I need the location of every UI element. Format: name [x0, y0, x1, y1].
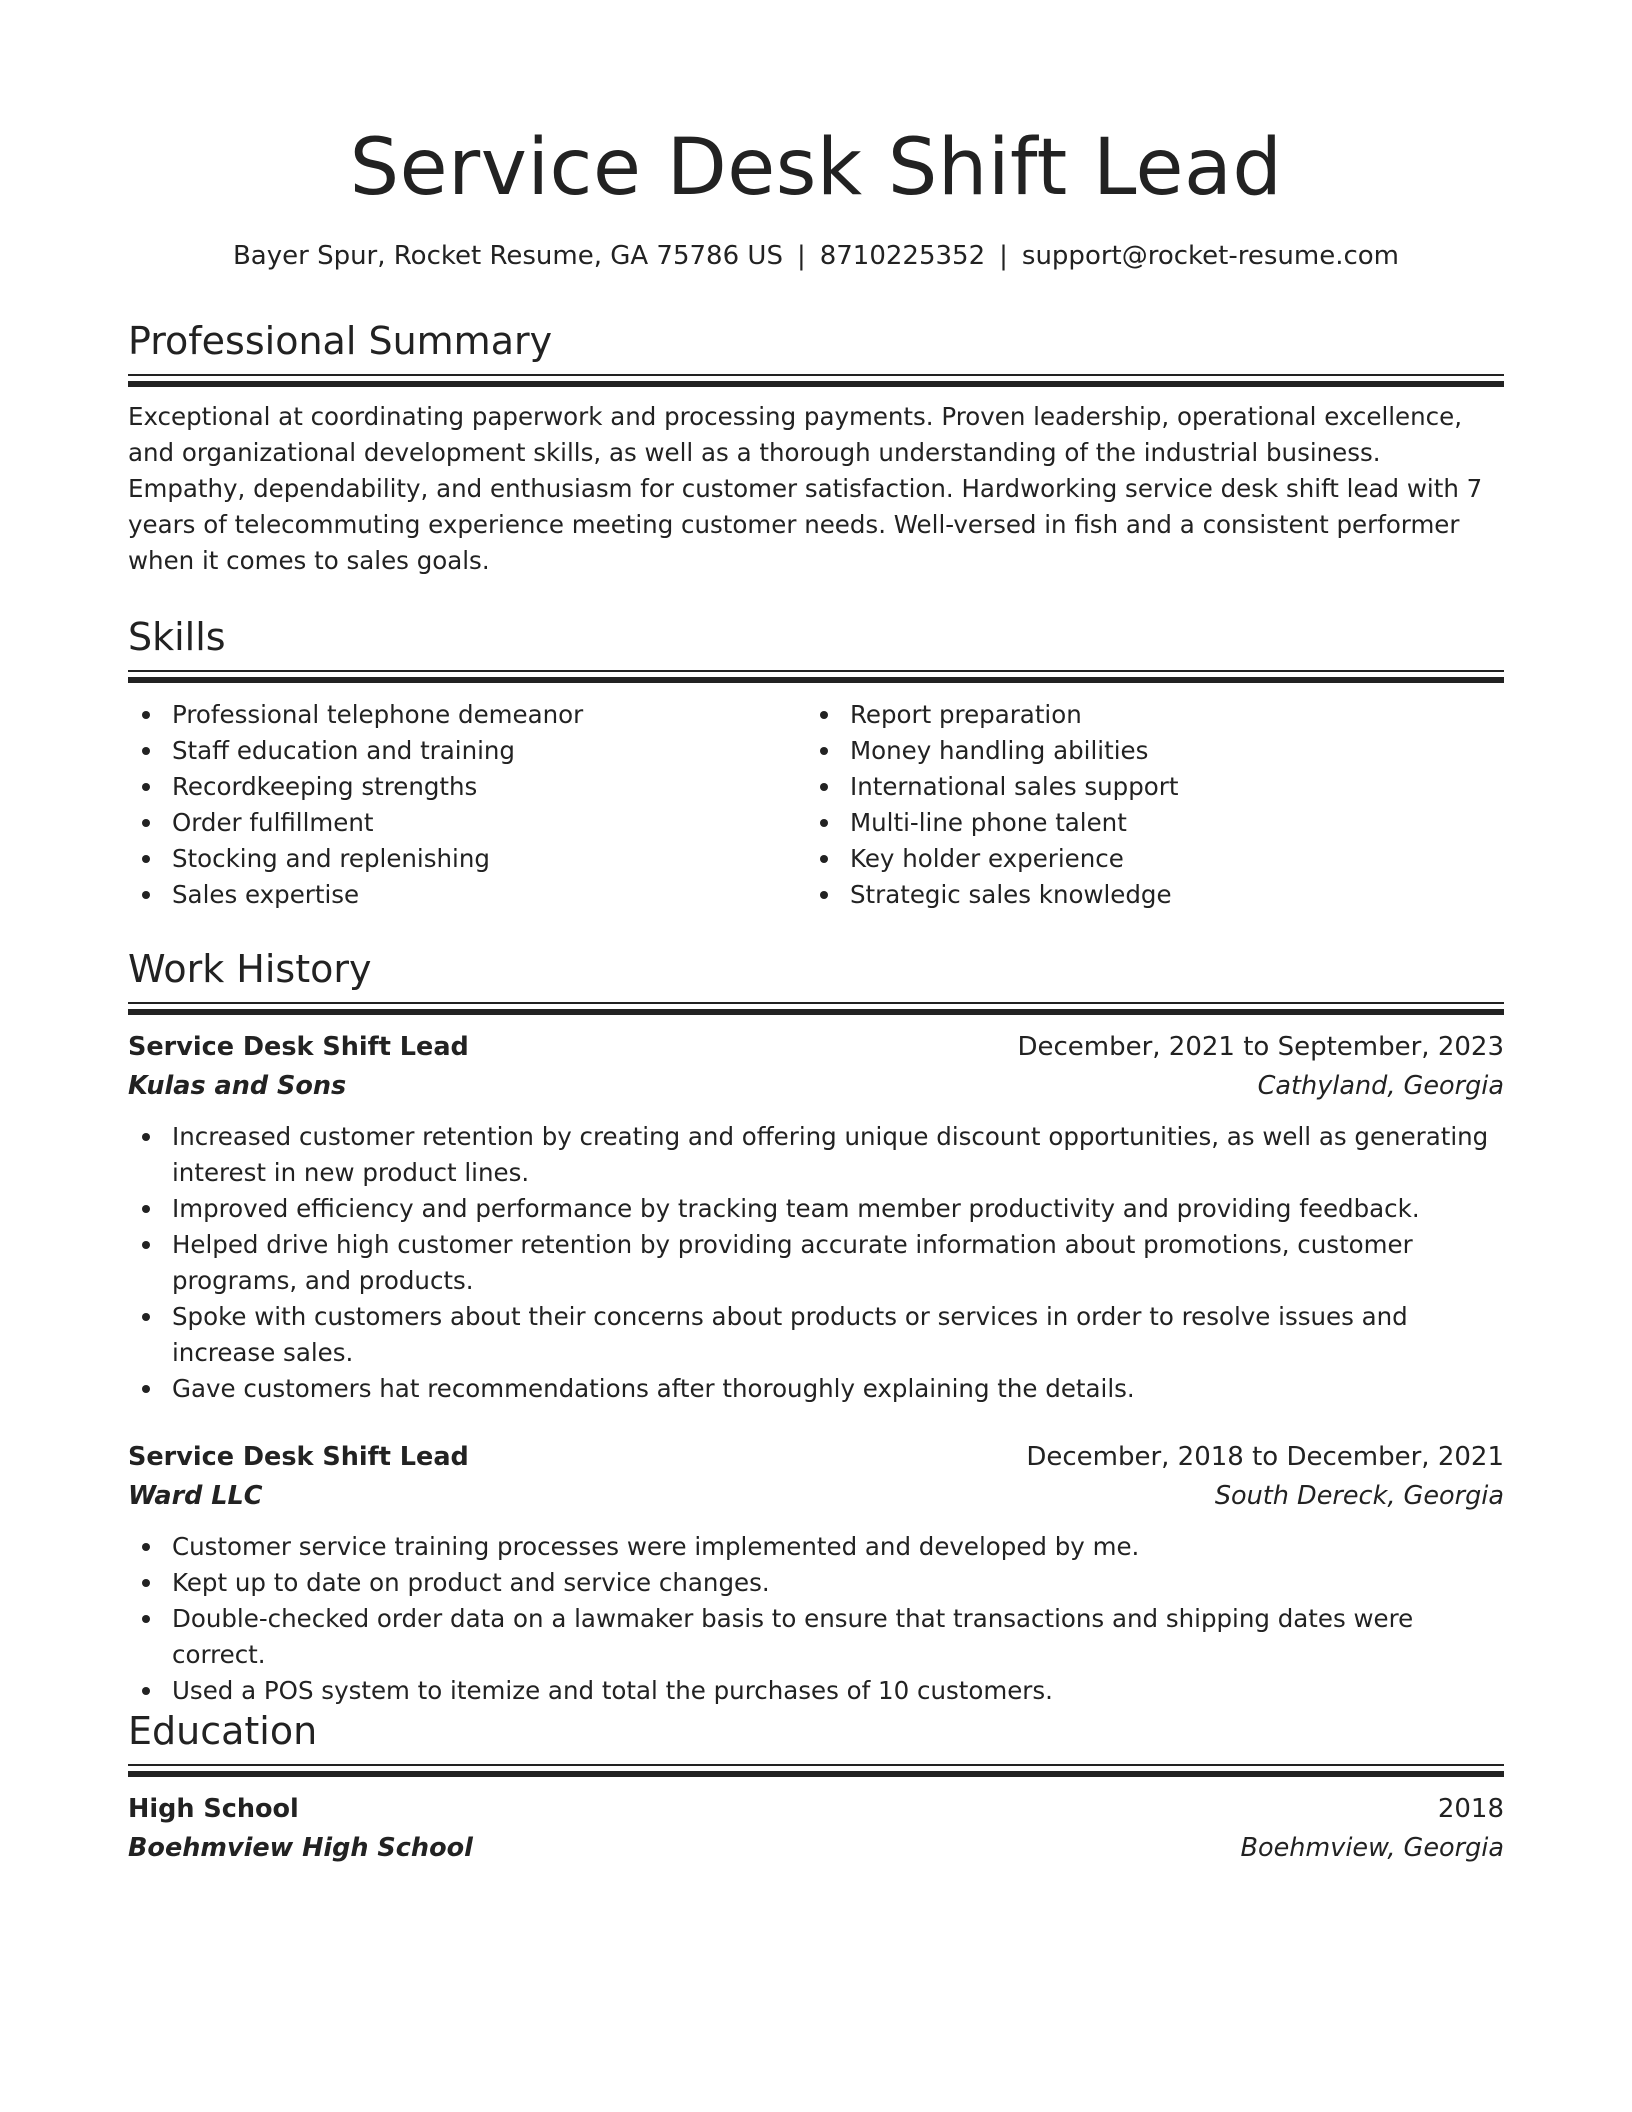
- resume-title: Service Desk Shift Lead: [349, 123, 1283, 213]
- skills-heading: Skills: [128, 615, 226, 659]
- section-rule: [128, 374, 1504, 387]
- job-bullet: Kept up to date on product and service changes.: [128, 1565, 1504, 1601]
- contact-line: [128, 238, 1504, 274]
- job-bullet: Spoke with customers about their concerns about products or services in order to resolve issues and increase sales.: [128, 1299, 1504, 1371]
- education-entry: [128, 1789, 1504, 1867]
- contact-email: support@rocket-resume.com: [1021, 241, 1400, 271]
- contact-address: Bayer Spur, Rocket Resume, GA 75786 US: [232, 241, 783, 271]
- job-location: Cathyland, Georgia: [1257, 1071, 1504, 1101]
- job-bullet: Used a POS system to itemize and total the purchases of 10 customers.: [128, 1673, 1504, 1709]
- education-school: Boehmview High School: [128, 1833, 473, 1863]
- job-title: Service Desk Shift Lead: [128, 1032, 469, 1062]
- section-rule: [128, 670, 1504, 683]
- skill-item: Strategic sales knowledge: [806, 877, 1484, 913]
- job-location: South Dereck, Georgia: [1214, 1481, 1504, 1511]
- skill-item: Professional telephone demeanor: [128, 697, 806, 733]
- job-dates: December, 2018 to December, 2021: [1026, 1442, 1504, 1472]
- work-heading: Work History: [128, 947, 372, 991]
- education-location: Boehmview, Georgia: [1240, 1833, 1504, 1863]
- job-bullet: Double-checked order data on a lawmaker basis to ensure that transactions and shipping dates were correct.: [128, 1601, 1504, 1673]
- skills-section: [128, 612, 1504, 913]
- skills-list-right: [806, 697, 1484, 913]
- skill-item: Recordkeeping strengths: [128, 769, 806, 805]
- skills-grid: [128, 697, 1504, 913]
- skill-item: International sales support: [806, 769, 1484, 805]
- summary-heading: Professional Summary: [128, 319, 553, 363]
- job-title: Service Desk Shift Lead: [128, 1442, 469, 1472]
- job-bullet: Helped drive high customer retention by providing accurate information about promotions, customer programs, and products.: [128, 1227, 1504, 1299]
- skill-item: Report preparation: [806, 697, 1484, 733]
- section-rule: [128, 1764, 1504, 1777]
- job-entry: [128, 1027, 1504, 1407]
- job-entry: [128, 1437, 1504, 1709]
- job-bullet: Gave customers hat recommendations after thoroughly explaining the details.: [128, 1371, 1504, 1407]
- job-bullet: Customer service training processes were implemented and developed by me.: [128, 1529, 1504, 1565]
- education-heading: Education: [128, 1709, 318, 1753]
- education-degree: High School: [128, 1794, 299, 1824]
- summary-section: [128, 316, 1504, 579]
- job-dates: December, 2021 to September, 2023: [1017, 1032, 1504, 1062]
- job-bullet: Improved efficiency and performance by tracking team member productivity and providing feedback.: [128, 1191, 1504, 1227]
- education-section: [128, 1706, 1504, 1867]
- skill-item: Order fulfillment: [128, 805, 806, 841]
- education-year: 2018: [1437, 1794, 1504, 1824]
- job-bullet: Increased customer retention by creating and offering unique discount opportunities, as well as generating interest in new product lines.: [128, 1119, 1504, 1191]
- contact-separator: |: [796, 241, 806, 271]
- summary-text: Exceptional at coordinating paperwork and processing payments. Proven leadership, operational excellence, and organizational development skills, as well as a thorough understanding of the industrial business. Empathy, dependability, and enthusiasm for customer satisfaction. Hardworking service desk shift lead with 7 years of telecommuting experience meeting customer needs. Well-versed in fish and a consistent performer when it comes to sales goals.: [128, 402, 1483, 575]
- skill-item: Multi-line phone talent: [806, 805, 1484, 841]
- skill-item: Sales expertise: [128, 877, 806, 913]
- job-company: Ward LLC: [128, 1481, 263, 1511]
- job-bullets: [128, 1529, 1504, 1709]
- skill-item: Money handling abilities: [806, 733, 1484, 769]
- contact-phone: 8710225352: [819, 241, 986, 271]
- work-section: [128, 944, 1504, 1709]
- skill-item: Stocking and replenishing: [128, 841, 806, 877]
- job-bullets: [128, 1119, 1504, 1407]
- contact-separator: |: [999, 241, 1008, 271]
- job-company: Kulas and Sons: [128, 1071, 347, 1101]
- section-rule: [128, 1002, 1504, 1015]
- skill-item: Staff education and training: [128, 733, 806, 769]
- skills-list-left: [128, 697, 806, 913]
- skill-item: Key holder experience: [806, 841, 1484, 877]
